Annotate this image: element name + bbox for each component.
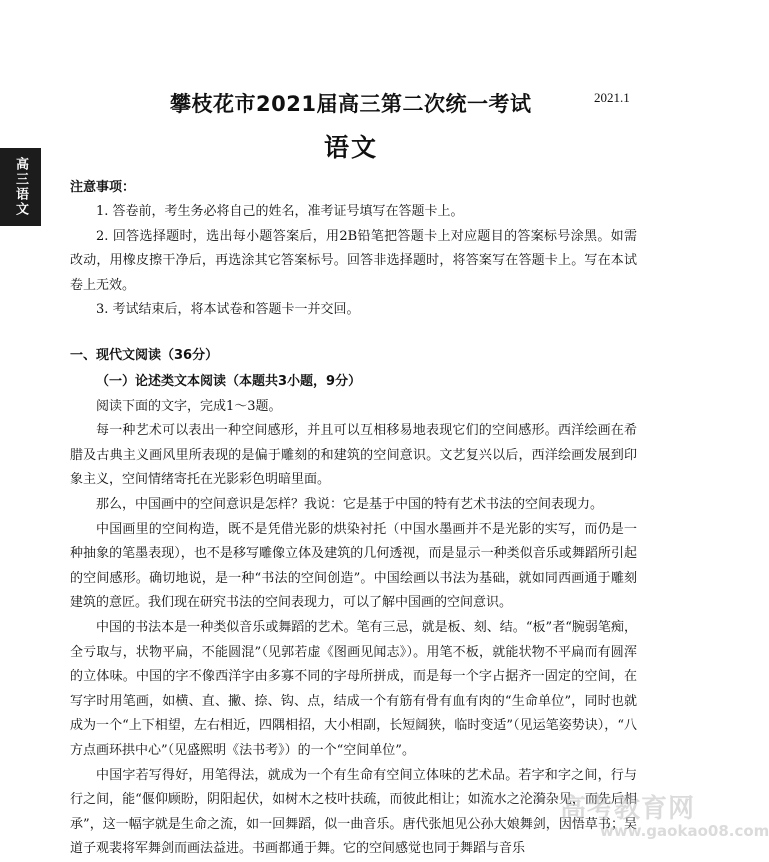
notice-block xyxy=(70,176,637,322)
article-paragraph: 中国的书法本是一种类似音乐或舞蹈的艺术。笔有三忌，就是板、刻、结。“板”者“腕弱笔痴，全亏取与，状物平扁，不能圆混”（见郭若虚《图画见闻志》）。用笔不板，就能状物不平扁而有圆浑的立体味。中国的字不像西洋字由多寡不同的字母所拼成，而是每一个字占据齐一固定的空间，在写字时用笔画，如横、直、撇、捺、钩、点，结成一个有筋有骨有血有肉的“生命单位”，同时也就成为一个“上下相望，左右相近，四隅相招，大小相副，长短阔狭，临时变适”（见运笔姿势诀），“八方点画环拱中心”（见盛熙明《法书考》）的一个“空间单位”。 xyxy=(70,619,637,758)
watermark-url: www.gaokao08.com xyxy=(600,822,769,840)
notice-item: 3. 考试结束后，将本试卷和答题卡一并交回。 xyxy=(96,302,360,318)
reading-instruction: 阅读下面的文字，完成1～3题。 xyxy=(96,398,282,414)
exam-title: 攀枝花市2021届高三第二次统一考试 xyxy=(170,92,532,116)
article-paragraph: 中国画里的空间构造，既不是凭借光影的烘染衬托（中国水墨画并不是光影的实写，而仍是一种抽象的笔墨表现），也不是移写雕像立体及建筑的几何透视，而是显示一种类似音乐或舞蹈所引起的空间感形。确切地说，是一种“书法的空间创造”。中国绘画以书法为基础，就如同西画通于雕刻建筑的意匠。我们现在研究书法的空间表现力，可以了解中国画的空间意识。 xyxy=(70,521,637,611)
watermark-text: 高考教育网 xyxy=(560,794,696,824)
article-paragraph: 中国字若写得好，用笔得法，就成为一个有生命有空间立体味的艺术品。若字和字之间，行与行之间，能“偃仰顾盼，阴阳起伏，如树木之枝叶扶疏，而彼此相让；如流水之沦漪杂见，而先后相承”，这一幅字就是生命之流，如一回舞蹈，似一曲音乐。唐代张旭见公孙大娘舞剑，因悟草书；吴道子观裴将军舞剑而画法益进。书画都通于舞。它的空间感觉也同于舞蹈与音乐 xyxy=(70,767,637,857)
article-paragraph: 每一种艺术可以表出一种空间感形，并且可以互相移易地表现它们的空间感形。西洋绘画在希腊及古典主义画风里所表现的是偏于雕刻的和建筑的空间意识。文艺复兴以后，西洋绘画发展到印象主义，空间情绪寄托在光影彩色明暗里面。 xyxy=(70,423,637,488)
section-heading: 一、现代文阅读（36分） xyxy=(70,348,219,363)
notice-heading: 注意事项： xyxy=(70,180,136,195)
side-tab-label: 高三语文 xyxy=(0,148,41,226)
article-paragraph: 那么，中国画中的空间意识是怎样？我说：它是基于中国的特有艺术书法的空间表现力。 xyxy=(96,496,604,512)
subject-title: 语文 xyxy=(323,133,378,162)
exam-date: 2021.1 xyxy=(594,90,630,105)
article-body xyxy=(70,370,637,862)
subsection-heading: （一）论述类文本阅读（本题共3小题，9分） xyxy=(96,374,362,389)
notice-item: 1. 答卷前，考生务必将自己的姓名，准考证号填写在答题卡上。 xyxy=(96,204,464,220)
notice-item: 2. 回答选择题时，选出每小题答案后，用2B铅笔把答题卡上对应题目的答案标号涂黑。如需改动，用橡皮擦干净后，再选涂其它答案标号。回答非选择题时，将答案写在答题卡上。写在本试卷上无效。 xyxy=(70,228,637,293)
